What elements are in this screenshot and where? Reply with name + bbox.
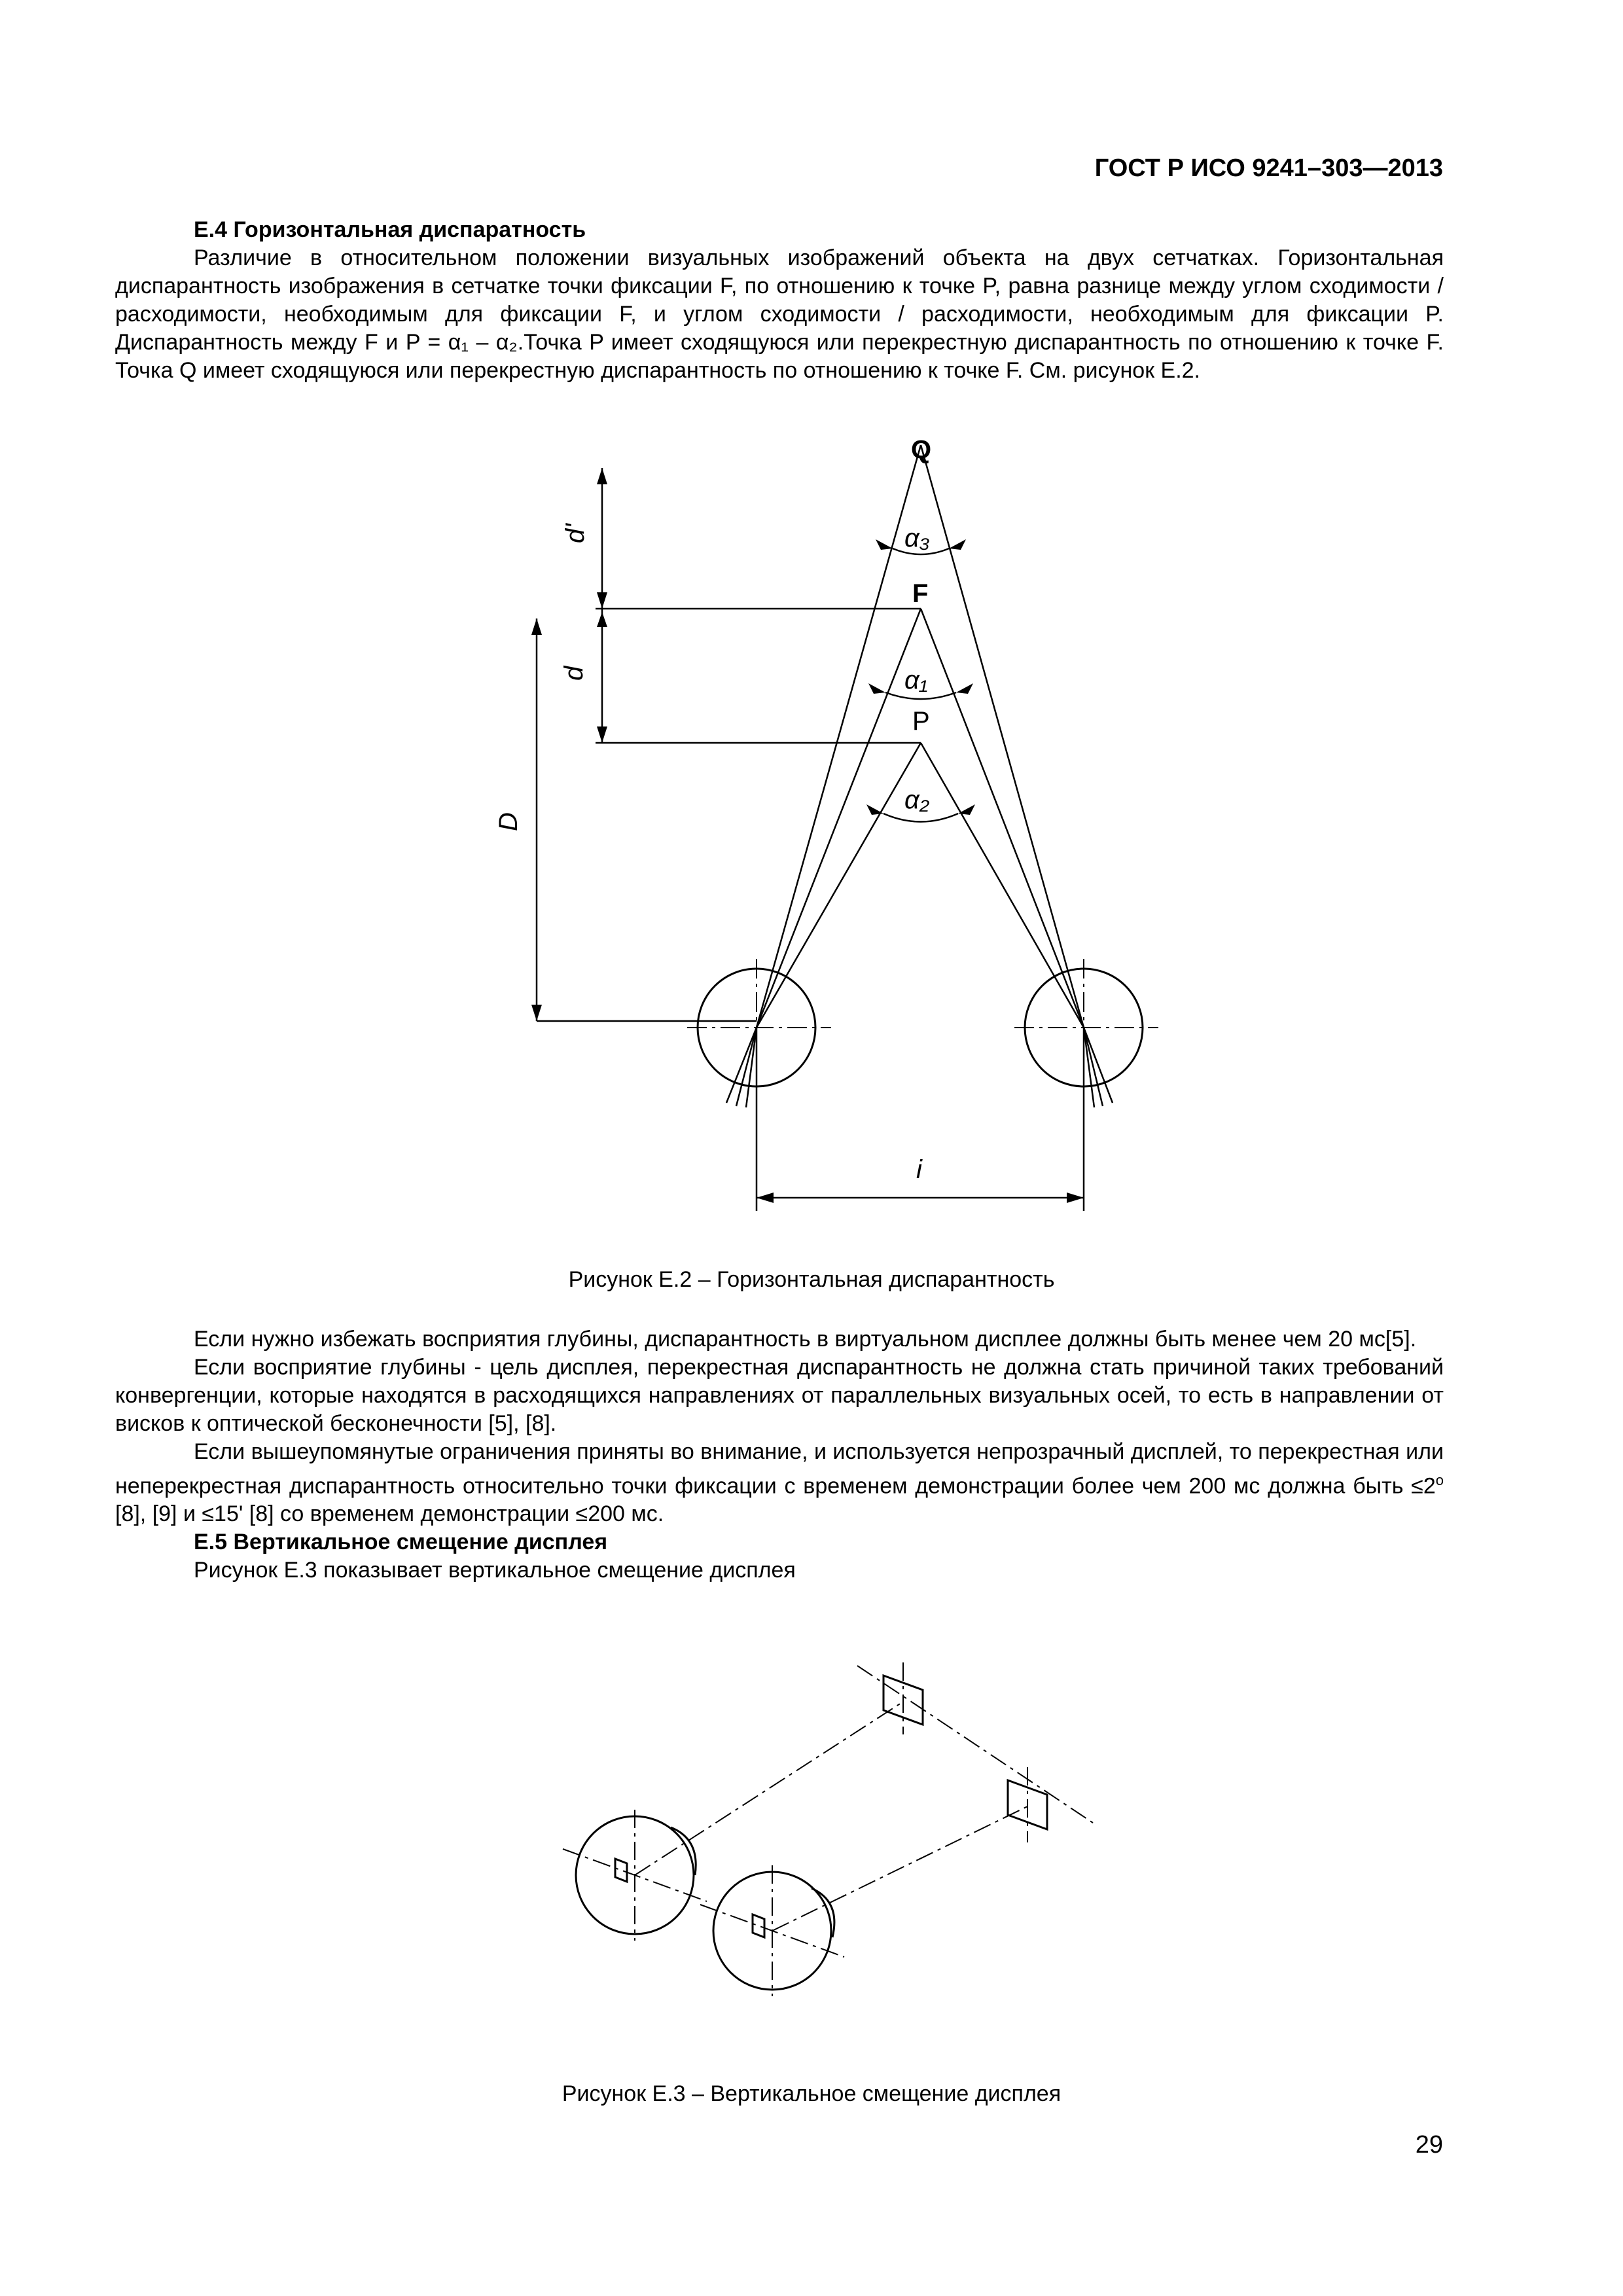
figure-e2-caption: Рисунок Е.2 – Горизонтальная диспарантность bbox=[568, 1267, 1055, 1292]
document-header: ГОСТ Р ИСО 9241–303—2013 bbox=[1094, 154, 1443, 182]
label-big-d: D bbox=[494, 812, 523, 831]
label-alpha2: α₂ bbox=[904, 785, 930, 814]
paragraph-constraints-a: Если вышеупомянутые ограничения приняты во внимание, и используется непрозрачный дисплей, то перекрестная или неперекрестная диспарантность относительно точки фиксации с временем демонстрации более чем 200 мс должна быть ≤2 bbox=[115, 1439, 1444, 1499]
section-e4-heading: Е.4 Горизонтальная диспаратность bbox=[194, 217, 586, 242]
label-alpha3: α₃ bbox=[904, 524, 930, 552]
section-e4-paragraph: Различие в относительном положении визуальных изображений объекта на двух сетчатках. Горизонтальная диспарантность изображения в сетчатке точки фиксации F, по отношению к точке P, равна разнице между углом сходимости / расходимости, необходимым для фиксации F, и углом сходимости / расходимости, необходимым для фиксации P. Диспарантность между F и P = α₁ – α₂.Точка P имеет сходящуюся или перекрестную диспарантность по отношению к точке F. Точка Q имеет сходящуюся или перекрестную диспарантность по отношению к точке F. См. рисунок Е.2. bbox=[115, 245, 1444, 383]
body-text bbox=[115, 1325, 1444, 1585]
paragraph-depth-goal: Если восприятие глубины - цель дисплея, перекрестная диспарантность не должна стать причиной таких требований конвергенции, которые находятся в расходящихся направлениях от параллельных визуальных осей, то есть в направлении от висков к оптической бесконечности [5], [8]. bbox=[115, 1355, 1444, 1436]
section-e4 bbox=[115, 216, 1444, 385]
label-i: i bbox=[916, 1155, 922, 1184]
paragraph-constraints-b: [8], [9] и ≤15' [8] со временем демонстрации ≤200 мс. bbox=[115, 1501, 664, 1527]
page-number: 29 bbox=[1415, 2131, 1443, 2159]
section-e5-paragraph: Рисунок Е.3 показывает вертикальное смещение дисплея bbox=[194, 1558, 796, 1583]
label-q: Q bbox=[911, 435, 932, 464]
label-p: P bbox=[912, 707, 930, 736]
label-f: F bbox=[912, 579, 929, 608]
figure-e3-diagram bbox=[550, 1649, 1139, 2042]
label-d-prime: d' bbox=[561, 524, 590, 543]
section-e5-heading: Е.5 Вертикальное смещение дисплея bbox=[194, 1530, 608, 1555]
label-alpha1: α₁ bbox=[904, 666, 928, 694]
paragraph-depth-avoid: Если нужно избежать восприятия глубины, диспарантность в виртуальном дисплее должны быть менее чем 20 мс[5]. bbox=[194, 1327, 1417, 1352]
figure-e3-caption: Рисунок Е.3 – Вертикальное смещение дисплея bbox=[562, 2081, 1061, 2106]
paragraph-constraints bbox=[115, 1438, 1444, 1528]
label-d: d bbox=[560, 666, 588, 681]
degree-mark: o bbox=[1435, 1472, 1444, 1488]
figure-e2-diagram bbox=[494, 432, 1152, 1191]
